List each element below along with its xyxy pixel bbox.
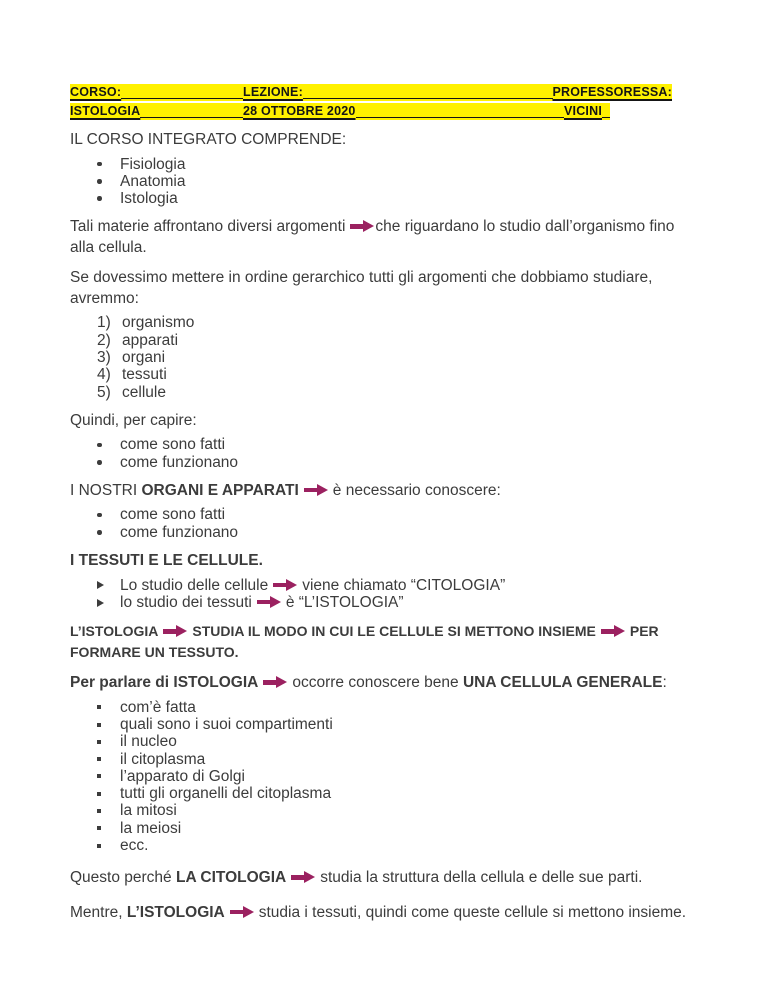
list-item-label: cellule xyxy=(122,383,166,401)
list-item xyxy=(97,524,698,541)
list-item xyxy=(97,594,698,611)
list-item xyxy=(97,156,698,173)
paragraph-ordine xyxy=(70,268,698,309)
underline-fill xyxy=(602,103,610,118)
arrowhead-bullet-icon xyxy=(97,594,120,611)
text-segment: Mentre, xyxy=(70,903,127,921)
paragraph-line xyxy=(70,903,698,924)
list-item-label: tutti gli organelli del citoplasma xyxy=(120,785,332,803)
professor-label: PROFESSORESSA: xyxy=(552,85,672,99)
text-segment-bold: L’ISTOLOGIA xyxy=(126,903,225,921)
text-segment: Lo studio delle cellule xyxy=(120,576,269,594)
list-item-label: ecc. xyxy=(120,837,149,855)
list-item xyxy=(97,314,698,331)
heading-tessuti: I TESSUTI E LE CELLULE. xyxy=(70,552,263,570)
text-segment: è “L’ISTOLOGIA” xyxy=(285,593,404,611)
square-bullet-icon xyxy=(97,716,120,733)
text-segment-bold: ORGANI E APPARATI xyxy=(141,481,299,499)
hierarchy-list xyxy=(70,314,698,400)
paragraph-citologia xyxy=(70,868,698,889)
bullet-icon xyxy=(97,190,120,207)
paragraph-capire: Quindi, per capire: xyxy=(70,411,197,429)
header-row-values xyxy=(70,103,610,120)
bullet-icon xyxy=(97,454,120,471)
course-value: ISTOLOGIA xyxy=(70,104,141,118)
text-segment: Tali materie affrontano diversi argomenti xyxy=(70,218,346,236)
capire-list xyxy=(70,436,698,471)
square-bullet-icon xyxy=(97,837,120,854)
list-item-label: la meiosi xyxy=(120,819,182,837)
list-item xyxy=(97,349,698,366)
square-bullet-icon xyxy=(97,802,120,819)
square-bullet-icon xyxy=(97,768,120,785)
paragraph-line: FORMARE UN TESSUTO. xyxy=(70,644,239,661)
list-item-label: quali sono i suoi compartimenti xyxy=(120,715,333,733)
header-cell-lesson-label xyxy=(243,84,553,101)
list-number: 1) xyxy=(97,314,111,332)
text-segment: : xyxy=(662,674,667,692)
cellula-list xyxy=(70,699,698,855)
text-segment: occorre conoscere bene xyxy=(292,674,463,692)
paragraph-materie xyxy=(70,217,698,258)
list-item-label: l’apparato di Golgi xyxy=(120,767,245,785)
intro-title: IL CORSO INTEGRATO COMPRENDE: xyxy=(70,131,347,148)
list-item-label: Fisiologia xyxy=(120,155,186,173)
arrow-icon xyxy=(230,906,254,918)
list-item xyxy=(97,716,698,733)
lesson-value: 28 OTTOBRE 2020 xyxy=(243,104,356,118)
list-item xyxy=(97,733,698,750)
bullet-icon xyxy=(97,506,120,523)
list-item-label: Istologia xyxy=(120,190,178,208)
paragraph-istologia xyxy=(70,621,698,663)
square-bullet-icon xyxy=(97,751,120,768)
paragraph-line xyxy=(70,481,698,502)
header-cell-professor-value xyxy=(564,103,610,120)
paragraph-line: Se dovessimo mettere in ordine gerarchico tutti gli argomenti che dobbiamo studiare, xyxy=(70,269,653,287)
list-item-label: come sono fatti xyxy=(120,436,226,454)
list-item xyxy=(97,454,698,471)
list-number: 2) xyxy=(97,331,111,349)
list-item xyxy=(97,506,698,523)
arrowhead-bullet-icon xyxy=(97,577,120,594)
underline-fill xyxy=(303,84,553,99)
arrow-icon xyxy=(163,625,187,637)
bullet-icon xyxy=(97,436,120,453)
header-cell-course-value xyxy=(70,103,243,120)
paragraph-parlare xyxy=(70,673,698,694)
list-item-label: come funzionano xyxy=(120,453,239,471)
list-item-label: il citoplasma xyxy=(120,750,206,768)
list-item xyxy=(97,751,698,768)
arrow-icon xyxy=(350,220,374,232)
header-cell-professor-label xyxy=(553,84,673,101)
header-table xyxy=(70,84,698,120)
lesson-label: LEZIONE: xyxy=(243,85,303,99)
list-item xyxy=(97,173,698,190)
arrow-icon xyxy=(263,676,287,688)
list-item-label: organi xyxy=(122,348,166,366)
text-segment-bold: STUDIA IL MODO IN CUI LE CELLULE SI METTONO INSIEME xyxy=(192,623,596,640)
square-bullet-icon xyxy=(97,699,120,716)
paragraph-line xyxy=(70,217,698,238)
list-item xyxy=(97,802,698,819)
list-number: 3) xyxy=(97,348,111,366)
underline-fill xyxy=(121,84,243,99)
list-item-label: tessuti xyxy=(122,366,167,384)
list-item xyxy=(97,768,698,785)
arrow-icon xyxy=(304,484,328,496)
bullet-icon xyxy=(97,524,120,541)
list-item xyxy=(97,384,698,401)
header-cell-lesson-value xyxy=(243,103,564,120)
paragraph-line: alla cellula. xyxy=(70,238,147,256)
list-item-label xyxy=(120,594,404,611)
text-segment-bold: Per parlare di ISTOLOGIA xyxy=(70,674,259,692)
list-item xyxy=(97,699,698,716)
arrow-icon xyxy=(257,596,281,608)
text-segment: studia i tessuti, quindi come queste cellule si mettono insieme. xyxy=(258,903,687,921)
list-item-label: Anatomia xyxy=(120,172,186,190)
arrow-icon xyxy=(601,625,625,637)
paragraph-line xyxy=(70,868,698,889)
list-item-label: com’è fatta xyxy=(120,698,196,716)
text-segment: studia la struttura della cellula e delle sue parti. xyxy=(320,869,643,887)
paragraph-mentre xyxy=(70,903,698,924)
list-item-label: organismo xyxy=(122,314,195,332)
subjects-list xyxy=(70,156,698,208)
list-item xyxy=(97,785,698,802)
list-item-label: apparati xyxy=(122,331,179,349)
text-segment-bold: UNA CELLULA GENERALE xyxy=(462,674,663,692)
paragraph-line: avremmo: xyxy=(70,289,139,307)
list-item xyxy=(97,332,698,349)
list-item xyxy=(97,436,698,453)
bullet-icon xyxy=(97,156,120,173)
bullet-icon xyxy=(97,173,120,190)
square-bullet-icon xyxy=(97,820,120,837)
text-segment-bold: LA CITOLOGIA xyxy=(175,869,287,887)
list-item-label: il nucleo xyxy=(120,733,177,751)
list-item-label: come funzionano xyxy=(120,523,239,541)
header-cell-course-label xyxy=(70,84,243,101)
underline-fill xyxy=(140,103,243,118)
underline-fill xyxy=(356,103,564,118)
list-item-label: la mitosi xyxy=(120,802,177,820)
text-segment-bold: L’ISTOLOGIA xyxy=(70,623,159,640)
list-number: 5) xyxy=(97,383,111,401)
list-item xyxy=(97,577,698,594)
list-item xyxy=(97,190,698,207)
text-segment: che riguardano lo studio dall’organismo fino xyxy=(375,218,675,236)
text-segment: viene chiamato “CITOLOGIA” xyxy=(302,576,506,594)
professor-value: VICINI xyxy=(563,104,602,118)
studio-list xyxy=(70,577,698,612)
list-item xyxy=(97,820,698,837)
list-item xyxy=(97,366,698,383)
text-segment: è necessario conoscere: xyxy=(332,481,501,499)
organi-list xyxy=(70,506,698,541)
text-segment: lo studio dei tessuti xyxy=(120,593,252,611)
list-item-label: come sono fatti xyxy=(120,506,226,524)
text-segment-bold: PER xyxy=(629,623,659,640)
list-number: 4) xyxy=(97,366,111,384)
list-item-label xyxy=(120,577,505,594)
text-segment: Questo perché xyxy=(70,869,176,887)
course-label: CORSO: xyxy=(70,85,122,99)
square-bullet-icon xyxy=(97,785,120,802)
list-item xyxy=(97,837,698,854)
text-segment: I NOSTRI xyxy=(70,481,142,499)
arrow-icon xyxy=(273,579,297,591)
paragraph-organi xyxy=(70,481,698,502)
header-row-labels xyxy=(70,84,672,101)
square-bullet-icon xyxy=(97,733,120,750)
arrow-icon xyxy=(291,871,315,883)
paragraph-line xyxy=(70,673,698,694)
